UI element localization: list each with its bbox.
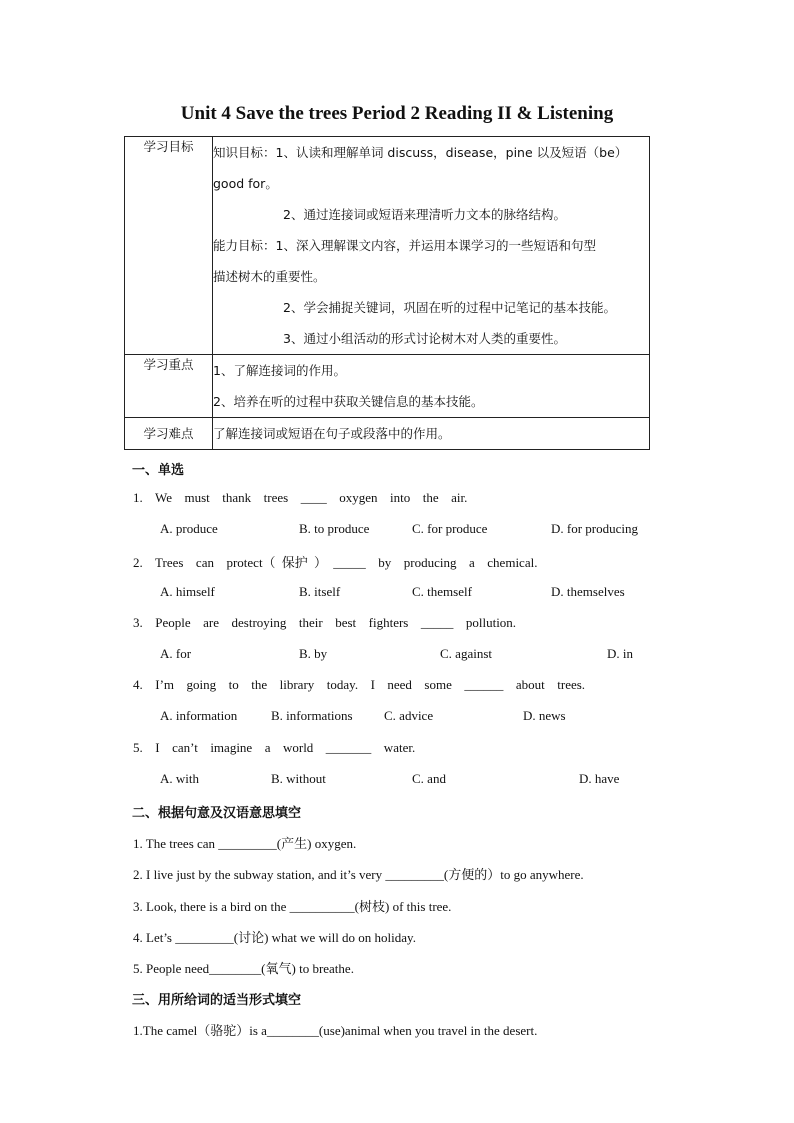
objective-line: 2、学会捕捉关键词，巩固在听的过程中记笔记的基本技能。: [283, 300, 616, 315]
option: A. with: [160, 771, 199, 786]
option: B. by: [299, 646, 328, 661]
option: B. itself: [299, 584, 341, 599]
option: C. against: [440, 646, 492, 661]
option: D. themselves: [551, 584, 625, 599]
objective-line: 3、通过小组活动的形式讨论树木对人类的重要性。: [283, 331, 566, 346]
option: B. without: [271, 771, 326, 786]
key-points-content: [213, 355, 650, 418]
key-point-line: 2、培养在听的过程中获取关键信息的基本技能。: [213, 394, 484, 409]
objectives-label: 学习目标: [125, 137, 213, 355]
fill-in-item: 1. The trees can _________(产生) oxygen.: [133, 836, 357, 851]
option: D. have: [579, 771, 620, 786]
option: C. and: [412, 771, 446, 786]
key-points-label: 学习重点: [125, 355, 213, 418]
option: D. in: [607, 646, 633, 661]
option: A. produce: [160, 521, 218, 536]
objective-line: 能力目标：1、深入理解课文内容，并运用本课学习的一些短语和句型: [213, 238, 596, 253]
option: D. news: [523, 708, 566, 723]
objective-line: 知识目标：1、认读和理解单词 discuss，disease，pine 以及短语（be）: [213, 145, 628, 160]
table-row: [125, 137, 650, 355]
section-heading: 一、单选: [132, 463, 185, 478]
objectives-table: [124, 136, 650, 450]
fill-in-item: 4. Let’s _________(讨论) what we will do on holiday.: [133, 930, 416, 945]
question-text: 3. People are destroying their best fighters _____ pollution.: [133, 615, 517, 630]
fill-in-item: 1.The camel（骆驼）is a________(use)animal when you travel in the desert.: [133, 1023, 538, 1038]
option: A. information: [160, 708, 238, 723]
difficulty-line: 了解连接词或短语在句子或段落中的作用。: [213, 426, 451, 441]
question-text: 4. I’m going to the library today. I need some ______ about trees.: [133, 677, 586, 692]
option: B. informations: [271, 708, 353, 723]
option: C. themself: [412, 584, 472, 599]
option: A. himself: [160, 584, 215, 599]
fill-in-item: 3. Look, there is a bird on the __________(树枝) of this tree.: [133, 899, 452, 914]
question-text: 1. We must thank trees ____ oxygen into the air.: [133, 490, 468, 505]
section-heading: 三、用所给词的适当形式填空: [132, 993, 302, 1008]
option: D. for producing: [551, 521, 639, 536]
objectives-content: [213, 137, 650, 355]
option: A. for: [160, 646, 192, 661]
section-heading: 二、根据句意及汉语意思填空: [132, 806, 302, 821]
option: C. advice: [384, 708, 434, 723]
objective-line: 2、通过连接词或短语来理清听力文本的脉络结构。: [283, 207, 566, 222]
option: C. for produce: [412, 521, 488, 536]
fill-in-item: 2. I live just by the subway station, and it’s very _________(方便的）to go anywhere.: [133, 867, 584, 882]
page-title: Unit 4 Save the trees Period 2 Reading II & Listening: [180, 103, 614, 124]
table-row: [125, 355, 650, 418]
fill-in-item: 5. People need________(氧气) to breathe.: [133, 961, 354, 976]
key-point-line: 1、了解连接词的作用。: [213, 363, 346, 378]
option: B. to produce: [299, 521, 370, 536]
objective-line: good for。: [213, 176, 278, 191]
table-row: [125, 418, 650, 450]
question-text: 5. I can’t imagine a world _______ water.: [133, 740, 416, 755]
question-text: 2. Trees can protect（ 保护 ） _____ by producing a chemical.: [133, 555, 538, 570]
objective-line: 描述树木的重要性。: [213, 269, 326, 284]
difficulty-label: 学习难点: [125, 418, 213, 450]
difficulty-content: [213, 418, 650, 450]
